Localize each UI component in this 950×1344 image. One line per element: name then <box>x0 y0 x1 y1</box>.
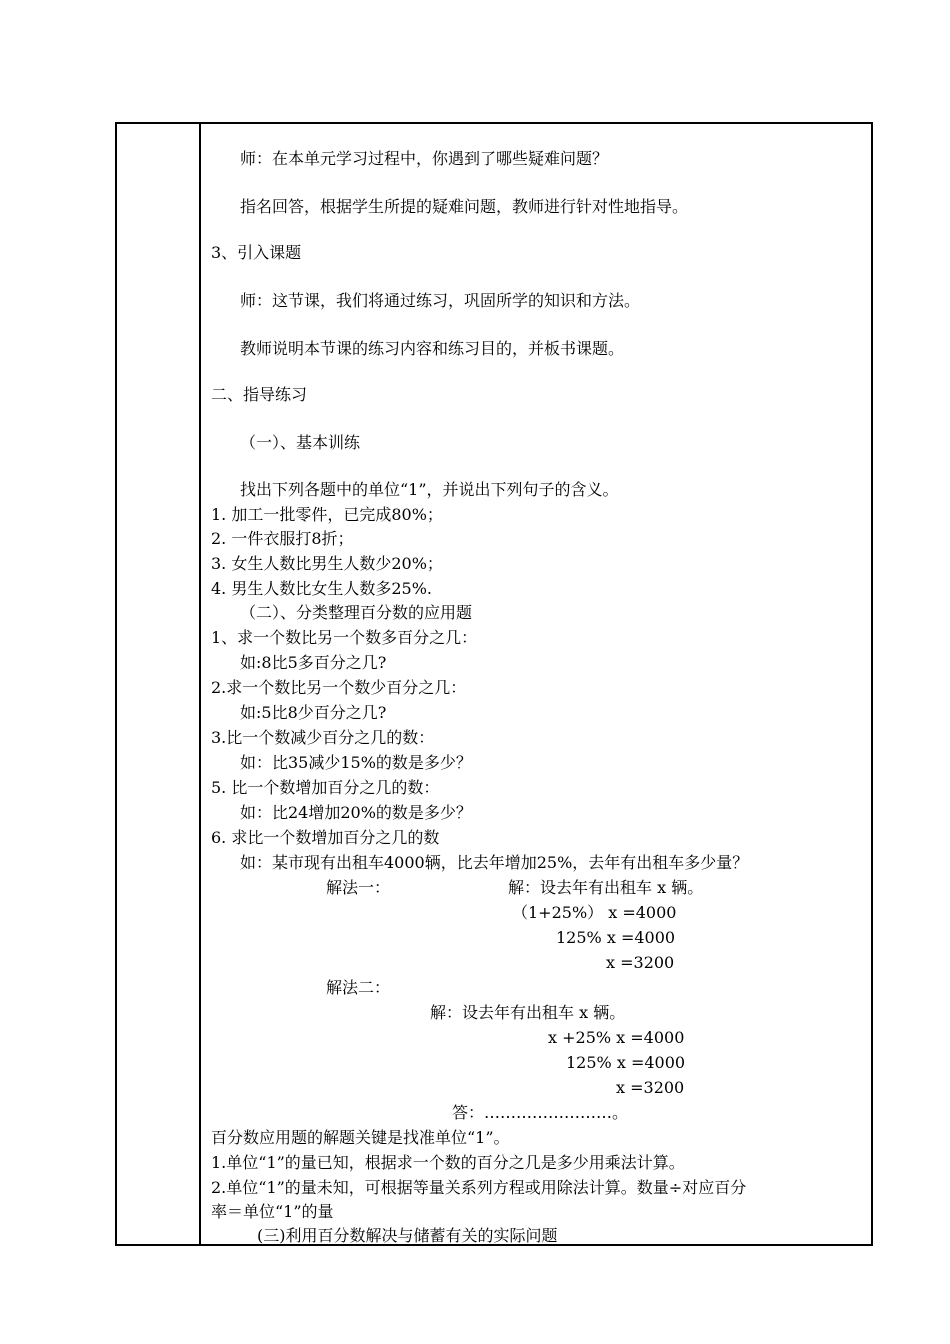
solution-label: 解法一： <box>326 878 391 897</box>
section-heading: 二、指导练习 <box>211 385 308 404</box>
subsection-heading: （一）、基本训练 <box>240 433 361 452</box>
equation-line: x =3200 <box>606 953 675 972</box>
text-line: 师：在本单元学习过程中，你遇到了哪些疑难问题？ <box>240 149 609 168</box>
example-line: 如：比24增加20%的数是多少？ <box>240 803 472 822</box>
equation-line: x =3200 <box>616 1078 685 1097</box>
example-line: 如：某市现有出租车4000辆，比去年增加25%，去年有出租车多少量？ <box>240 853 749 872</box>
list-item: 5. 比一个数增加百分之几的数： <box>211 778 440 797</box>
equation-line: （1+25%） x =4000 <box>512 903 677 922</box>
text-line: 2.单位“1”的量未知，可根据等量关系列方程或用除法计算。数量÷对应百分 <box>211 1178 747 1197</box>
solution-label: 解法二： <box>326 978 391 997</box>
list-item: 3. 女生人数比男生人数少20%； <box>211 554 443 573</box>
list-item: 2. 一件衣服打8折； <box>211 529 354 548</box>
equation-line: x +25% x =4000 <box>548 1028 685 1047</box>
list-item: 1、求一个数比另一个数多百分之几： <box>211 628 478 647</box>
text-line: 百分数应用题的解题关键是找准单位“1”。 <box>211 1128 510 1147</box>
subsection-heading: （二）、分类整理百分数的应用题 <box>240 603 473 622</box>
equation-line: 125% x =4000 <box>566 1053 686 1072</box>
text-line: 指名回答，根据学生所提的疑难问题，教师进行针对性地指导。 <box>240 197 689 216</box>
solution-line: 解：设去年有出租车 x 辆。 <box>508 878 704 897</box>
example-line: 如:5比8少百分之几? <box>240 703 387 722</box>
text-line: 找出下列各题中的单位“1”，并说出下列句子的含义。 <box>240 480 619 499</box>
text-line: 师：这节课，我们将通过练习，巩固所学的知识和方法。 <box>240 291 641 310</box>
text-line: 率＝单位“1”的量 <box>211 1202 334 1221</box>
solution-line: 解：设去年有出租车 x 辆。 <box>430 1003 626 1022</box>
equation-line: 125% x =4000 <box>556 928 676 947</box>
text-line: 教师说明本节课的练习内容和练习目的，并板书课题。 <box>240 339 625 358</box>
column-divider <box>199 122 201 1246</box>
list-item: 2.求一个数比另一个数少百分之几： <box>211 678 467 697</box>
subsection-heading: (三)利用百分数解决与储蓄有关的实际问题 <box>257 1226 558 1245</box>
example-line: 如:8比5多百分之几? <box>240 653 387 672</box>
answer-line: 答：……………………。 <box>452 1103 629 1122</box>
example-line: 如：比35减少15%的数是多少？ <box>240 753 472 772</box>
list-item: 3.比一个数减少百分之几的数： <box>211 728 435 747</box>
section-heading: 3、引入课题 <box>211 243 302 262</box>
list-item: 4. 男生人数比女生人数多25%. <box>211 579 433 598</box>
list-item: 6. 求比一个数增加百分之几的数 <box>211 828 440 847</box>
list-item: 1. 加工一批零件，已完成80%； <box>211 505 443 524</box>
text-line: 1.单位“1”的量已知，根据求一个数的百分之几是多少用乘法计算。 <box>211 1153 685 1172</box>
